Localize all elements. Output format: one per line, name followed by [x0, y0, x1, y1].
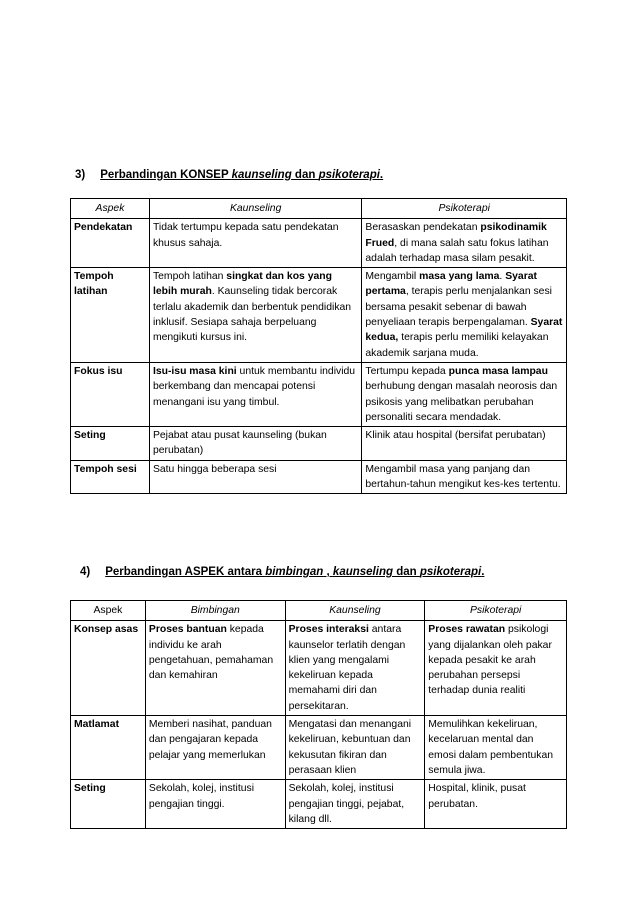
cell-text: psikologi yang dijalankan oleh pakar kepada pesakit ke arah perubahan persepsi terhadap dunia realiti: [428, 624, 552, 697]
section-3-title-kaunseling: kaunseling: [231, 169, 292, 181]
section-3-title-end: .: [379, 169, 384, 181]
cell-psikoterapi: [425, 621, 567, 716]
section-4-title-kaunseling: kaunseling: [332, 566, 393, 578]
table-row: [71, 460, 567, 494]
section-3-number: 3): [75, 169, 86, 181]
cell-kaunseling: [149, 460, 361, 494]
cell-text: punca masa lampau: [448, 365, 548, 377]
cell-text: Proses bantuan: [148, 624, 227, 636]
cell-text: Mengambil: [365, 271, 420, 283]
section-4-title-prefix: Perbandingan ASPEK antara: [105, 566, 266, 578]
cell-text: kepada individu ke arah pengetahuan, pemahaman dan kemahiran: [148, 624, 274, 682]
cell-psikoterapi: [425, 716, 567, 780]
row-aspect: Seting: [71, 427, 150, 461]
table-row: [71, 268, 567, 363]
cell-kaunseling: [149, 268, 361, 363]
cell-text: terapis perlu memiliki kelayakan akademik sarjana muda.: [365, 332, 549, 359]
section-3-title-mid: dan: [291, 169, 319, 181]
table-row: [71, 621, 567, 716]
table-row: [71, 219, 567, 268]
cell-kaunseling: [149, 219, 361, 268]
cell-text: , di mana salah satu fokus latihan adalah terhadap masa silam pesakit.: [365, 237, 549, 264]
cell-psikoterapi: [362, 219, 567, 268]
cell-text: Proses rawatan: [428, 624, 506, 636]
table-row: [71, 780, 567, 829]
section-3-heading: [75, 169, 383, 181]
cell-psikoterapi: [362, 268, 567, 363]
header-aspek: Aspek: [71, 601, 146, 621]
cell-text: Mengatasi dan menangani kekeliruan, kebuntuan dan kekusutan fikiran dan perasaan klien: [288, 719, 412, 776]
cell-kaunseling: [149, 362, 361, 426]
cell-text: masa yang lama: [419, 271, 500, 283]
cell-text: berhubung dengan masalah neorosis dan psikosis yang melibatkan perubahan personaliti secara mendadak.: [365, 381, 558, 423]
row-aspect: Tempoh latihan: [71, 268, 150, 363]
header-kaunseling: Kaunseling: [285, 601, 425, 621]
section-3-title-prefix: Perbandingan KONSEP: [100, 169, 232, 181]
cell-text: Memberi nasihat, panduan dan pengajaran kepada pelajar yang memerlukan: [148, 719, 272, 761]
table-row: [71, 362, 567, 426]
cell-text: untuk membantu individu berkembang dan mencapai potensi menangani isu yang timbul.: [152, 365, 356, 408]
aspek-comparison-table: [70, 600, 567, 829]
cell-text: Tertumpu kepada: [365, 365, 449, 377]
header-aspek: Aspek: [71, 199, 150, 219]
cell-text: Tempoh latihan: [152, 271, 227, 283]
cell-text: Syarat pertama: [365, 271, 537, 298]
cell-text: Isu-isu masa kini: [152, 365, 237, 377]
cell-text: Satu hingga beberapa sesi: [152, 463, 277, 475]
cell-text: Sekolah, kolej, institusi pengajian tinggi.: [148, 783, 255, 810]
cell-text: Memulihkan kekeliruan, kecelaruan mental dan emosi dalam pembentukan semula jiwa.: [428, 719, 554, 776]
header-kaunseling: Kaunseling: [149, 199, 361, 219]
row-aspect: Tempoh sesi: [71, 460, 150, 494]
section-4-title-sep2: dan: [393, 566, 420, 578]
cell-kaunseling: [285, 716, 425, 780]
cell-psikoterapi: [425, 780, 567, 829]
section-4-title: [105, 566, 484, 578]
cell-bimbingan: [145, 716, 285, 780]
row-aspect: Matlamat: [71, 716, 146, 780]
header-psikoterapi: Psikoterapi: [425, 601, 567, 621]
section-4-title-psikoterapi: psikoterapi: [419, 566, 482, 578]
cell-kaunseling: [149, 427, 361, 461]
section-3-title: [100, 169, 383, 181]
table-header-row: [71, 199, 567, 219]
row-aspect: Pendekatan: [71, 219, 150, 268]
table-header-row: [71, 601, 567, 621]
header-psikoterapi: Psikoterapi: [362, 199, 567, 219]
row-aspect: Seting: [71, 780, 146, 829]
cell-text: . Kaunseling tidak bercorak terlalu akademik dan berbentuk pendidikan inklusif. Sesiapa sahaja berpeluang mengikuti kursus ini.: [152, 286, 352, 344]
row-aspect: Fokus isu: [71, 362, 150, 426]
section-4-title-sep1: ,: [323, 566, 333, 578]
row-aspect: Konsep asas: [71, 621, 146, 716]
cell-psikoterapi: [362, 460, 567, 494]
cell-text: singkat dan kos yang lebih murah: [152, 271, 332, 298]
cell-text: Tidak tertumpu kepada satu pendekatan khusus sahaja.: [152, 222, 339, 249]
section-4-title-bimbingan: bimbingan: [265, 566, 324, 578]
cell-psikoterapi: [362, 362, 567, 426]
cell-bimbingan: [145, 621, 285, 716]
cell-text: Berasaskan pendekatan: [365, 222, 481, 234]
cell-text: Syarat kedua,: [365, 317, 563, 344]
cell-text: Klinik atau hospital (bersifat perubatan): [365, 430, 546, 442]
cell-psikoterapi: [362, 427, 567, 461]
cell-text: Pejabat atau pusat kaunseling (bukan perubatan): [152, 430, 327, 457]
cell-text: antara kaunselor terlatih dengan klien yang mengalami kekeliruan kepada memahami diri dan persekitaran.: [288, 624, 406, 712]
cell-text: psikodinamik Frued: [365, 222, 547, 249]
section-4-heading: [80, 566, 484, 578]
cell-text: Sekolah, kolej, institusi pengajian tinggi, pejabat, kilang dll.: [288, 783, 405, 825]
cell-text: , terapis perlu menjalankan sesi bersama pesakit sebenar di bawah penyeliaan terapis berpengalaman.: [365, 286, 552, 329]
table-row: [71, 716, 567, 780]
konsep-comparison-table: [70, 198, 567, 494]
section-3-title-psikoterapi: psikoterapi: [318, 169, 380, 181]
section-4-number: 4): [80, 566, 91, 578]
cell-text: .: [499, 271, 506, 283]
section-4-title-end: .: [481, 566, 485, 578]
cell-bimbingan: [145, 780, 285, 829]
cell-text: Hospital, klinik, pusat perubatan.: [428, 783, 526, 810]
table-row: [71, 427, 567, 461]
cell-text: Proses interaksi: [288, 624, 369, 636]
cell-kaunseling: [285, 780, 425, 829]
header-bimbingan: Bimbingan: [145, 601, 285, 621]
cell-text: Mengambil masa yang panjang dan bertahun-tahun mengikut kes-kes tertentu.: [365, 463, 561, 491]
cell-kaunseling: [285, 621, 425, 716]
